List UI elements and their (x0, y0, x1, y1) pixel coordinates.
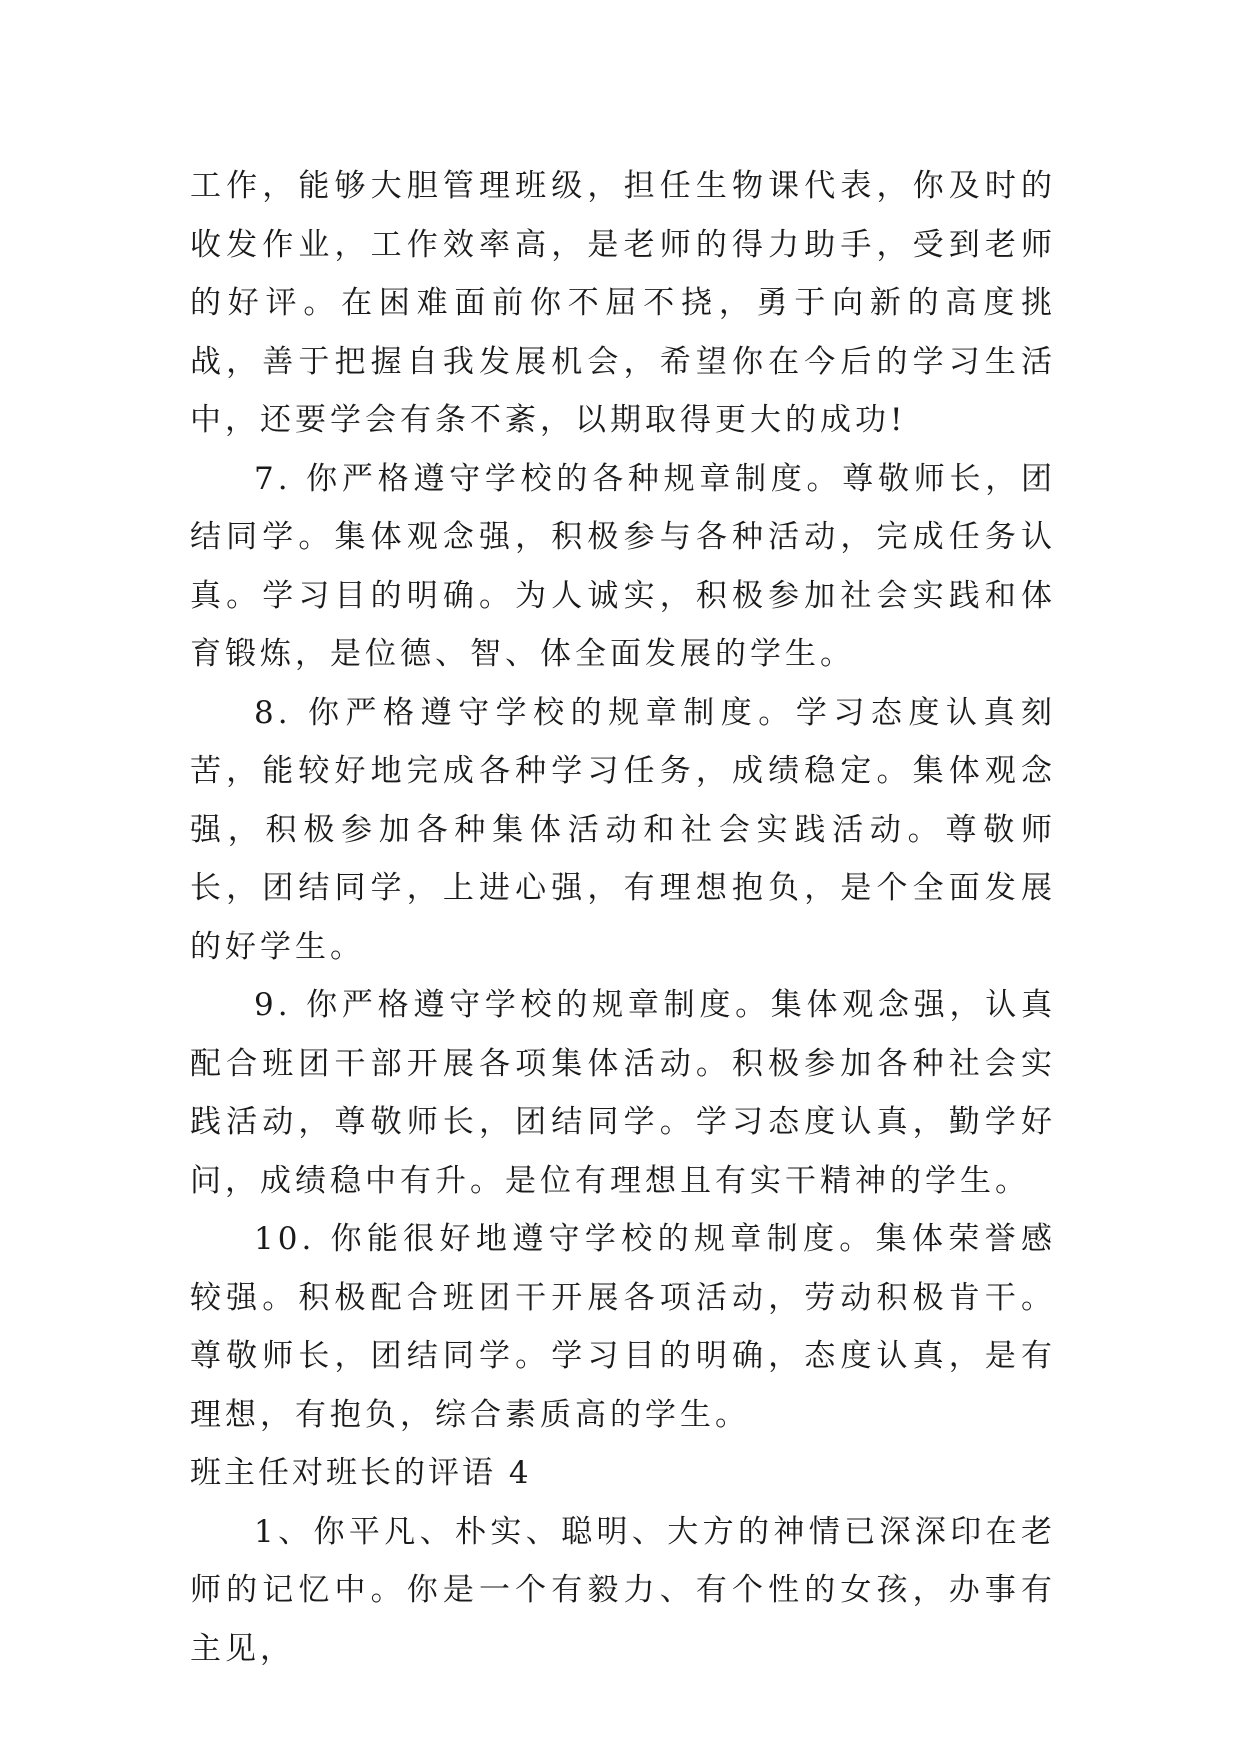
section-heading: 班主任对班长的评语 4 (190, 1455, 532, 1491)
paragraph-item-8: 8. 你严格遵守学校的规章制度。学习态度认真刻苦，能较好地完成各种学习任务，成绩稳定。集体观念强，积极参加各种集体活动和社会实践活动。尊敬师长，团结同学，上进心强，有理想抱负，是个全面发展的好学生。 (190, 694, 1056, 965)
paragraph-item-1: 1、你平凡、朴实、聪明、大方的神情已深深印在老师的记忆中。你是一个有毅力、有个性的女孩，办事有主见， (190, 1513, 1056, 1667)
paragraph-item-9: 9. 你严格遵守学校的规章制度。集体观念强，认真配合班团干部开展各项集体活动。积极参加各种社会实践活动，尊敬师长，团结同学。学习态度认真，勤学好问，成绩稳中有升。是位有理想且有实干精神的学生。 (190, 987, 1056, 1199)
paragraph-item-10: 10. 你能很好地遵守学校的规章制度。集体荣誉感较强。积极配合班团干开展各项活动，劳动积极肯干。尊敬师长，团结同学。学习目的明确，态度认真，是有理想，有抱负，综合素质高的学生。 (190, 1221, 1056, 1433)
document-body (190, 157, 1056, 1678)
paragraph-item-7: 7. 你严格遵守学校的各种规章制度。尊敬师长，团结同学。集体观念强，积极参与各种活动，完成任务认真。学习目的明确。为人诚实，积极参加社会实践和体育锻炼，是位德、智、体全面发展的学生。 (190, 460, 1056, 672)
paragraph-continued: 工作，能够大胆管理班级，担任生物课代表，你及时的收发作业，工作效率高，是老师的得力助手，受到老师的好评。在困难面前你不屈不挠，勇于向新的高度挑战，善于把握自我发展机会，希望你在今后的学习生活中，还要学会有条不紊，以期取得更大的成功! (190, 168, 1056, 438)
